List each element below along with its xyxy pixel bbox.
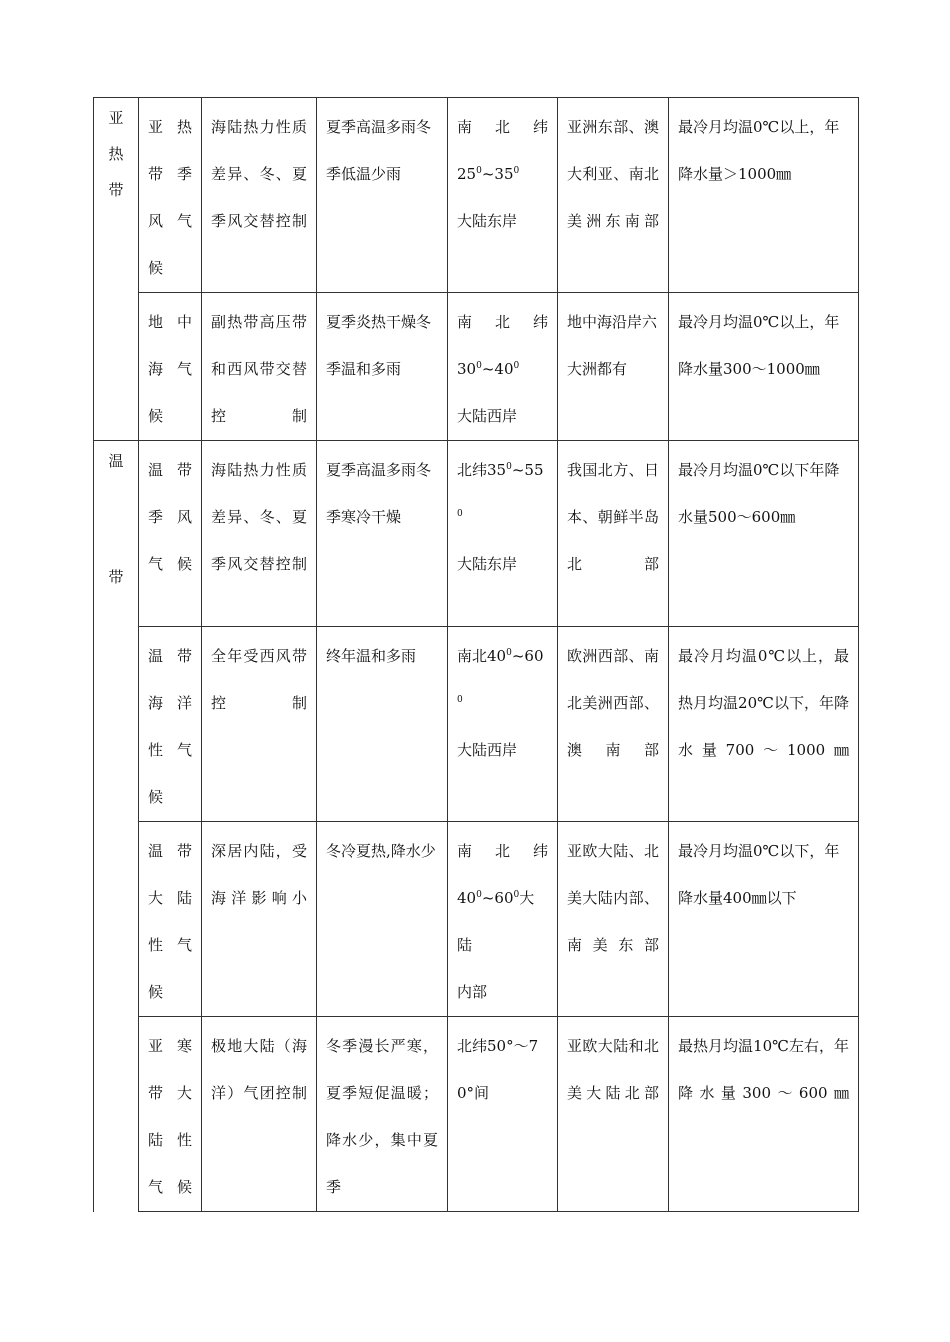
region-cell: 欧洲西部、南北美洲西部、澳南部 xyxy=(558,627,669,822)
table-row xyxy=(94,1017,859,1212)
latitude-cell: 南北纬 $30^0\sim 40^0$ 大陆西岸 xyxy=(448,293,558,441)
feature-cell: 冬季漫长严寒，夏季短促温暖；降水少，集中夏季 xyxy=(317,1017,448,1212)
cause-cell: 海陆热力性质差异、冬、夏季风交替控制 xyxy=(202,98,317,293)
cause-cell: 极地大陆（海洋）气团控制 xyxy=(202,1017,317,1212)
climate-name-cell: 亚热带季风气候 xyxy=(139,98,202,293)
feature-cell: 夏季高温多雨冬季低温少雨 xyxy=(317,98,448,293)
cause-cell: 全年受西风带控制 xyxy=(202,627,317,822)
climate-name-cell: 温带大陆性气候 xyxy=(139,822,202,1017)
feature-cell: 冬冷夏热,降水少 xyxy=(317,822,448,1017)
climate-name-cell: 温带季风气候 xyxy=(139,441,202,627)
latitude-cell: 北纬50°～70°间 xyxy=(448,1017,558,1212)
table-row xyxy=(94,627,859,822)
region-cell: 亚洲东部、澳大利亚、南北美洲东南部 xyxy=(558,98,669,293)
feature-cell: 夏季高温多雨冬季寒冷干燥 xyxy=(317,441,448,627)
region-cell: 地中海沿岸六大洲都有 xyxy=(558,293,669,441)
region-cell: 亚欧大陆和北美大陆北部 xyxy=(558,1017,669,1212)
latitude-cell: 南北$40^0\sim 60^0$ 大陆西岸 xyxy=(448,627,558,822)
table-row xyxy=(94,822,859,1017)
climate-name-cell: 温带海洋性气候 xyxy=(139,627,202,822)
region-cell: 亚欧大陆、北美大陆内部、南美东部 xyxy=(558,822,669,1017)
table-left-border-tail xyxy=(93,1162,94,1170)
zone-cell-subtropical: 亚 热 带 xyxy=(94,98,139,441)
zone-cell-temperate: 温 带 xyxy=(94,441,139,1212)
stats-cell: 最冷月均温0℃以上，最热月均温20℃以下，年降水量700～1000㎜ xyxy=(669,627,859,822)
cause-cell: 副热带高压带和西风带交替控制 xyxy=(202,293,317,441)
table-row xyxy=(94,441,859,627)
feature-cell: 夏季炎热干燥冬季温和多雨 xyxy=(317,293,448,441)
cause-cell: 海陆热力性质差异、冬、夏季风交替控制 xyxy=(202,441,317,627)
climate-name-cell: 亚寒带大陆性气候 xyxy=(139,1017,202,1212)
stats-cell: 最冷月均温0℃以下，年降水量400㎜以下 xyxy=(669,822,859,1017)
climate-table xyxy=(93,97,859,1212)
stats-cell: 最冷月均温0℃以下年降水量500～600㎜ xyxy=(669,441,859,627)
latitude-cell: 北纬$35^0\sim 55^0$ 大陆东岸 xyxy=(448,441,558,627)
cause-cell: 深居内陆，受海洋影响小 xyxy=(202,822,317,1017)
table-row xyxy=(94,293,859,441)
table-row xyxy=(94,98,859,293)
feature-cell: 终年温和多雨 xyxy=(317,627,448,822)
stats-cell: 最冷月均温0℃以上，年降水量＞1000㎜ xyxy=(669,98,859,293)
latitude-cell: 南北纬 $40^0\sim 60^0$大陆 内部 xyxy=(448,822,558,1017)
climate-name-cell: 地中海气候 xyxy=(139,293,202,441)
stats-cell: 最热月均温10℃左右，年降水量300～600㎜ xyxy=(669,1017,859,1212)
region-cell: 我国北方、日本、朝鲜半岛北部 xyxy=(558,441,669,627)
stats-cell: 最冷月均温0℃以上，年降水量300～1000㎜ xyxy=(669,293,859,441)
latitude-cell: 南北纬 $25^0\sim 35^0$ 大陆东岸 xyxy=(448,98,558,293)
